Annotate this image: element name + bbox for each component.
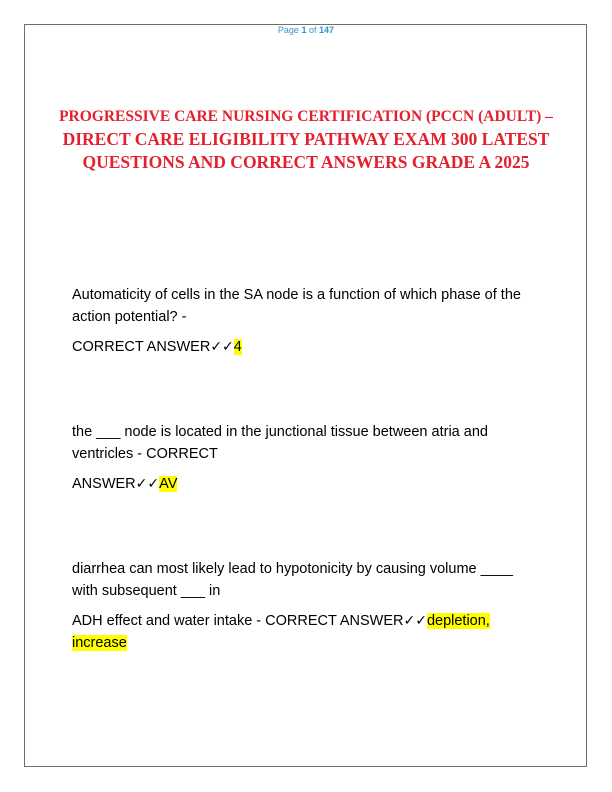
checkmark-icon: ✓✓ [135, 476, 160, 492]
answer-text: AV [159, 476, 178, 492]
answer-prefix: ANSWER [72, 476, 136, 492]
checkmark-icon: ✓✓ [403, 613, 427, 629]
checkmark-icon: ✓✓ [210, 339, 234, 355]
answer-line [72, 336, 542, 358]
page-number [0, 25, 612, 35]
page-prefix: Page [277, 25, 299, 35]
answer-prefix: CORRECT ANSWER [72, 339, 211, 355]
question-block [72, 421, 542, 495]
title-part-1: PROGRESSIVE CARE NURSING CERTIFICATION (PCCN (ADULT) – [59, 108, 553, 125]
answer-line [72, 473, 542, 495]
question-block [72, 284, 542, 358]
answer-text: depletion, increase [72, 613, 490, 651]
page-current: 1 [301, 25, 307, 35]
answer-prefix: ADH effect and water intake - CORRECT ANSWER [72, 613, 404, 629]
answer-line [72, 610, 542, 654]
question-text: the ___ node is located in the junctional tissue between atria and ventricles - CORRECT [72, 424, 488, 462]
page-of: of [309, 25, 317, 35]
answer-text: 4 [233, 339, 242, 355]
document-title [56, 104, 556, 174]
question-text: Automaticity of cells in the SA node is a function of which phase of the action potential? - [72, 287, 521, 325]
question-block [72, 558, 542, 654]
title-part-2: DIRECT CARE ELIGIBILITY PATHWAY EXAM 300 LATEST QUESTIONS AND CORRECT ANSWERS GRADE A 2025 [62, 129, 550, 172]
question-text: diarrhea can most likely lead to hypotonicity by causing volume ____ with subsequent ___ in [72, 561, 513, 599]
page-total: 147 [319, 25, 335, 35]
